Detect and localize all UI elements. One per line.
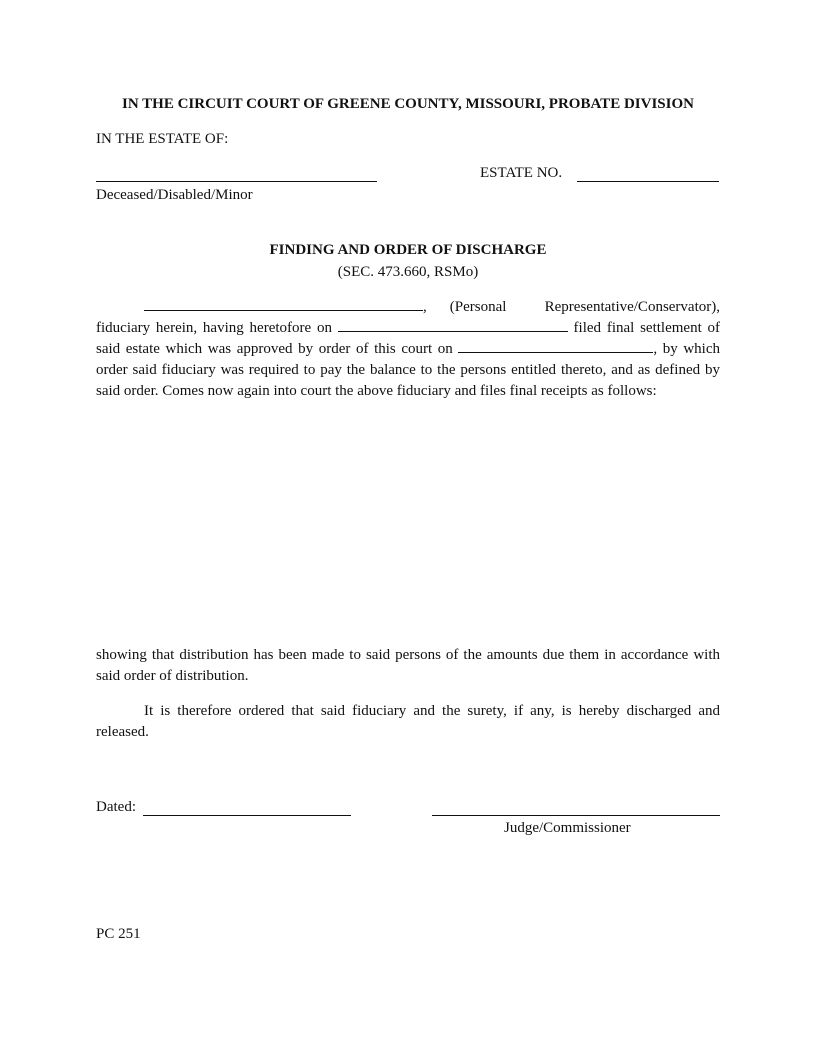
dated-label: Dated: [96,799,136,815]
comma-text: , [423,299,427,315]
body-paragraph-1 [96,297,720,402]
court-title: IN THE CIRCUIT COURT OF GREENE COUNTY, MISSOURI, PROBATE DIVISION [122,96,694,112]
para1-text-b: filed final settlement of said estate which was approved by order of this court on [96,320,721,357]
judge-signature-line[interactable] [432,815,720,816]
approval-date-field[interactable] [458,340,653,353]
estate-no-label: ESTATE NO. [480,165,563,181]
settlement-date-field[interactable] [338,319,568,332]
body-paragraph-2: showing that distribution has been made to said persons of the amounts due them in accordance with said order of distribution. [96,647,720,684]
judge-label: Judge/Commissioner [504,820,631,836]
form-title: FINDING AND ORDER OF DISCHARGE [269,242,547,258]
para1-text-c: , by which order said fiduciary was required to pay the balance to the persons entitled thereto, and as defined by said order. Comes now again into court the above fiduciary and files final receipts as follows: [96,341,720,399]
role-text: (Personal Representative/Conservator), [449,299,720,315]
party-caption: Deceased/Disabled/Minor [96,187,253,203]
para1-text-a: fiduciary herein, having heretofore on [96,320,332,336]
form-code: PC 251 [96,926,141,942]
estate-name-field[interactable] [96,181,377,182]
dated-field[interactable] [143,815,351,816]
body-paragraph-3: It is therefore ordered that said fiduciary and the surety, if any, is hereby discharged and released. [96,703,720,740]
estate-of-label: IN THE ESTATE OF: [96,131,229,147]
statute-reference: (SEC. 473.660, RSMo) [337,264,479,280]
fiduciary-name-field[interactable] [144,298,423,311]
estate-no-field[interactable] [577,181,719,182]
